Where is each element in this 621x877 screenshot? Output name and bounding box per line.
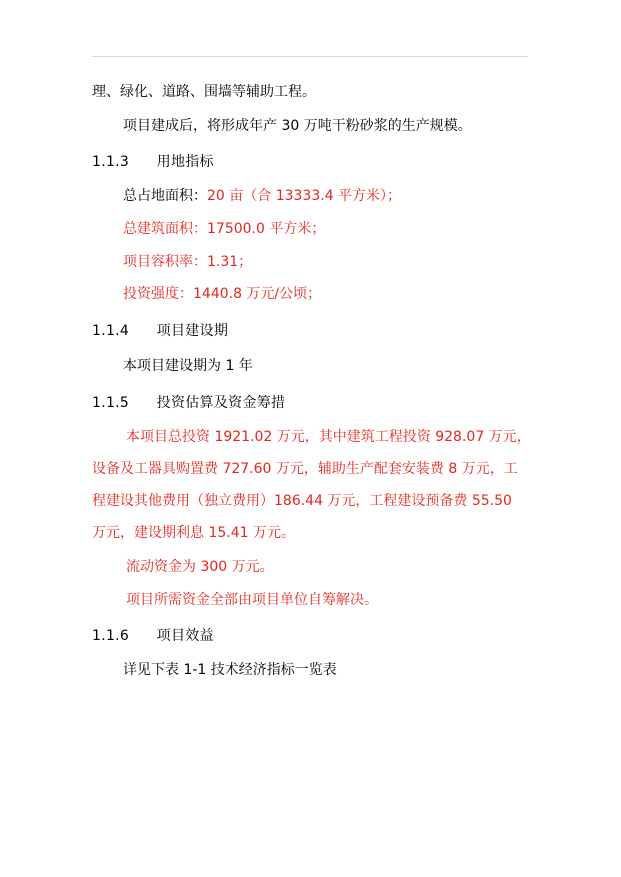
- land-item-investment-intensity: [123, 284, 321, 304]
- intro-line-1: 理、绿化、道路、围墙等辅助工程。: [92, 84, 316, 100]
- item-value: 1440.8 万元/公顷；: [193, 286, 322, 302]
- section-title: 投资估算及资金筹措: [156, 395, 286, 411]
- item-label: 总建筑面积：: [123, 221, 207, 237]
- investment-para-line-4: 万元，建设期利息 15.41 万元。: [92, 525, 295, 541]
- intro-line-2: 项目建成后，将形成年产 30 万吨干粉砂浆的生产规模。: [123, 118, 472, 134]
- land-item-building-area: [123, 219, 325, 239]
- section-heading-period: [92, 321, 228, 341]
- section-number: 1.1.6: [92, 628, 130, 644]
- item-value: 20 亩（合 13333.4 平方米）；: [207, 188, 402, 204]
- section-number: 1.1.5: [92, 395, 130, 411]
- section-number: 1.1.4: [92, 323, 130, 339]
- period-text: 本项目建设期为 1 年: [123, 358, 253, 374]
- item-label: 总占地面积：: [123, 188, 207, 204]
- section-title: 用地指标: [156, 154, 214, 170]
- section-number: 1.1.3: [92, 154, 130, 170]
- investment-para-line-3: 程建设其他费用（独立费用）186.44 万元，工程建设预备费 55.50: [92, 493, 512, 509]
- investment-para-line-2: 设备及工器具购置费 727.60 万元，辅助生产配套安装费 8 万元，工: [92, 461, 518, 477]
- section-heading-benefit: [92, 626, 214, 646]
- land-item-total-area: [123, 186, 401, 206]
- section-title: 项目建设期: [156, 323, 229, 339]
- item-label: 项目容积率：: [123, 254, 207, 270]
- section-heading-investment: [92, 393, 285, 413]
- investment-para-line-1: 本项目总投资 1921.02 万元，其中建筑工程投资 928.07 万元，: [126, 429, 531, 445]
- item-label: 投资强度：: [123, 286, 193, 302]
- item-value: 1.31；: [207, 254, 253, 270]
- section-title: 项目效益: [156, 628, 214, 644]
- funding-text: 项目所需资金全部由项目单位自筹解决。: [126, 592, 378, 608]
- land-item-plot-ratio: [123, 252, 252, 272]
- item-value: 17500.0 平方米；: [207, 221, 326, 237]
- benefit-text: 详见下表 1-1 技术经济指标一览表: [123, 662, 337, 678]
- section-heading-land: [92, 152, 214, 172]
- working-capital-text: 流动资金为 300 万元。: [126, 559, 274, 575]
- header-rule: [92, 56, 528, 57]
